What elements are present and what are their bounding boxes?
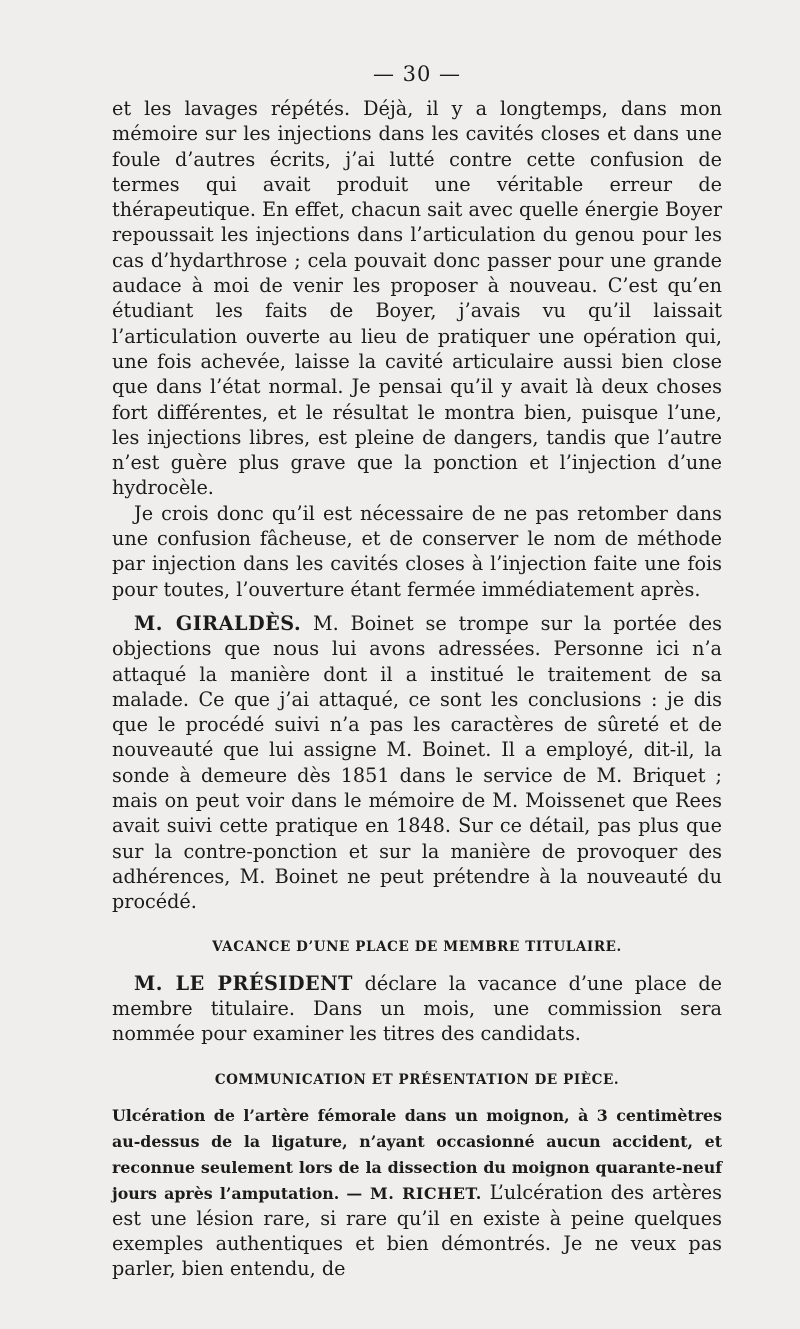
- section-heading-vacance: VACANCE D’UNE PLACE DE MEMBRE TITULAIRE.: [212, 938, 622, 955]
- case-author: M. RICHET.: [370, 1184, 482, 1204]
- page-number: — 30 —: [372, 62, 462, 86]
- page-content: [112, 62, 722, 1281]
- speech-president: [112, 971, 722, 1047]
- case-report: [112, 1102, 722, 1281]
- speech-giraldes-text: M. Boinet se trompe sur la portée des objections que nous lui avons adressées. Personne ici n’a attaqué la manière dont il a institué le traitement de sa malade. Ce que j’ai attaqué, ce sont les conclusions : je dis que le procédé suivi n’a pas les caractères de sûreté et de nouveauté que lui assigne M. Boinet. Il a employé, dit-il, la sonde à demeure dès 1851 dans le service de M. Briquet ; mais on peut voir dans le mémoire de M. Moissenet que Rees avait suivi cette pratique en 1848. Sur ce détail, pas plus que sur la contre-ponction et sur la manière de provoquer des adhérences, M. Boinet ne peut prétendre à la nouveauté du procédé.: [112, 611, 722, 914]
- paragraph-continuation: et les lavages répétés. Déjà, il y a longtemps, dans mon mémoire sur les injections dans les cavités closes et dans une foule d’autres écrits, j’ai lutté contre cette confusion de termes qui avait produit une véritable erreur de thérapeutique. En effet, chacun sait avec quelle énergie Boyer repoussait les injections dans l’articulation du genou pour les cas d’hydarthrose ; cela pouvait donc passer pour une grande audace à moi de venir les proposer à nouveau. C’est qu’en étudiant les faits de Boyer, j’avais vu qu’il laissait l’articulation ouverte au lieu de pratiquer une opération qui, une fois achevée, laisse la cavité articulaire aussi bien close que dans l’état normal. Je pensai qu’il y avait là deux choses fort différentes, et le résultat le montra bien, puisque l’une, les injections libres, est pleine de dangers, tandis que l’autre n’est guère plus grave que la ponction et l’injection d’une hydrocèle.: [112, 97, 722, 500]
- section-heading-communication: COMMUNICATION ET PRÉSENTATION DE PIÈCE.: [214, 1072, 620, 1089]
- case-text: L’ulcération des artères est une lésion rare, si rare qu’il en existe à peine quelques exemples authentiques et bien démontrés. Je ne veux pas parler, bien entendu, de: [112, 1181, 722, 1281]
- paragraph-boinet-conclusion: Je crois donc qu’il est nécessaire de ne pas retomber dans une confusion fâcheuse, et de conserver le nom de méthode par injection dans les cavités closes à l’injection faite une fois pour toutes, l’ouverture étant fermée immédiatement après.: [112, 501, 722, 601]
- case-title: Ulcération de l’artère fémorale dans un moignon, à 3 centimètres au-dessus de la ligature, n’ayant occasionné aucun accident, et reconnue seulement lors de la dissection du moignon quarante-neuf jours après l’amputation. —: [112, 1106, 722, 1204]
- speech-president-text: déclare la vacance d’une place de membre titulaire. Dans un mois, une commission sera nommée pour examiner les titres des candidats.: [112, 971, 722, 1046]
- speech-giraldes: [112, 611, 722, 915]
- speaker-giraldes: M. GIRALDÈS.: [134, 611, 302, 635]
- speaker-president: M. LE PRÉSIDENT: [134, 971, 353, 995]
